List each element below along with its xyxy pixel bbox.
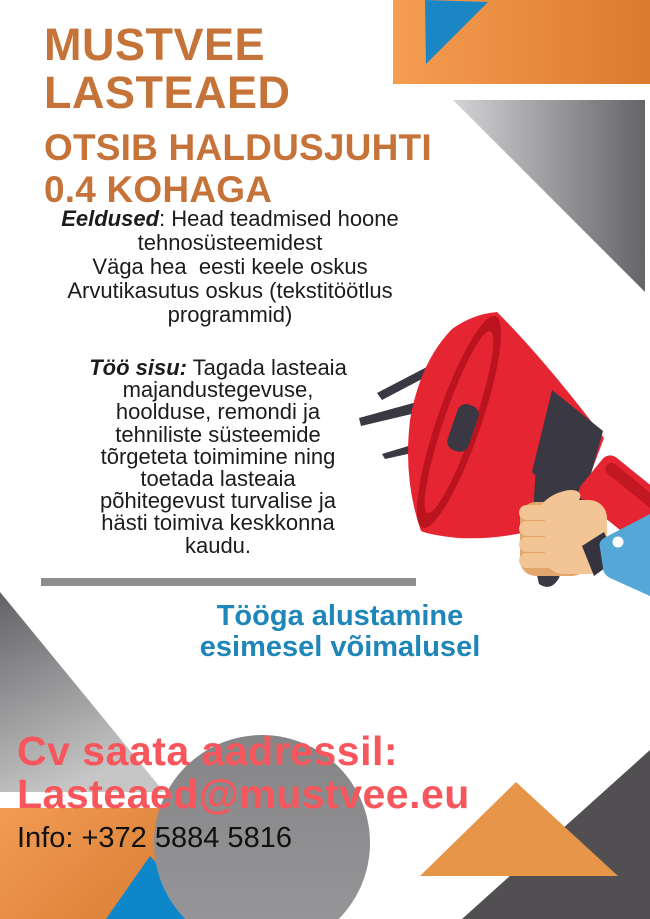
title-line-2: LASTEAED (44, 67, 291, 118)
requirements-line: Väga hea eesti keele oskus (92, 254, 368, 279)
job-scope-line: tehniliste süsteemide (115, 421, 321, 447)
poster-title (44, 21, 464, 117)
job-scope-line: põhitegevust turvalise ja (99, 488, 337, 514)
cv-address-label: Cv saata aadressil: (17, 728, 399, 774)
title-line-1: MUSTVEE (44, 19, 266, 70)
cv-email: Lasteaed@mustvee.eu (17, 771, 470, 817)
requirements-line (10, 207, 450, 231)
job-scope-rest: Tagada lasteaia (186, 355, 347, 380)
job-scope-line: toetada lasteaia (140, 466, 296, 492)
start-note-line-2: esimesel võimalusel (199, 631, 481, 663)
requirements-lead: Eeldused (61, 206, 160, 231)
requirements-line: programmid) (167, 302, 293, 327)
start-note-line-1: Tööga alustamine (216, 600, 464, 632)
requirements-line: Arvutikasutus oskus (tekstitöötlus (67, 278, 393, 303)
requirements-line: tehnosüsteemidest (137, 230, 323, 255)
divider-bar (41, 578, 416, 586)
job-scope-line: kaudu. (184, 532, 252, 558)
job-scope-line: majandustegevuse, (122, 377, 314, 403)
requirements-rest: : Head teadmised hoone (159, 206, 399, 231)
cv-address-block (17, 730, 617, 816)
start-note (60, 601, 620, 663)
sleeve-button (613, 537, 624, 548)
job-scope-lead: Töö sisu: (89, 355, 187, 380)
subtitle-line-2: 0.4 KOHAGA (44, 169, 273, 210)
job-scope-line: tõrgeteta toimimine ning (100, 443, 336, 469)
subtitle-line-1: OTSIB HALDUSJUHTI (44, 127, 432, 168)
job-scope-line: hoolduse, remondi ja (115, 399, 321, 425)
poster-subtitle (44, 127, 504, 211)
job-scope-line: hästi toimiva keskkonna (101, 510, 335, 536)
job-scope-block (8, 357, 428, 557)
job-scope-line (8, 357, 428, 379)
info-phone: Info: +372 5884 5816 (17, 822, 292, 854)
requirements-block (10, 207, 450, 327)
